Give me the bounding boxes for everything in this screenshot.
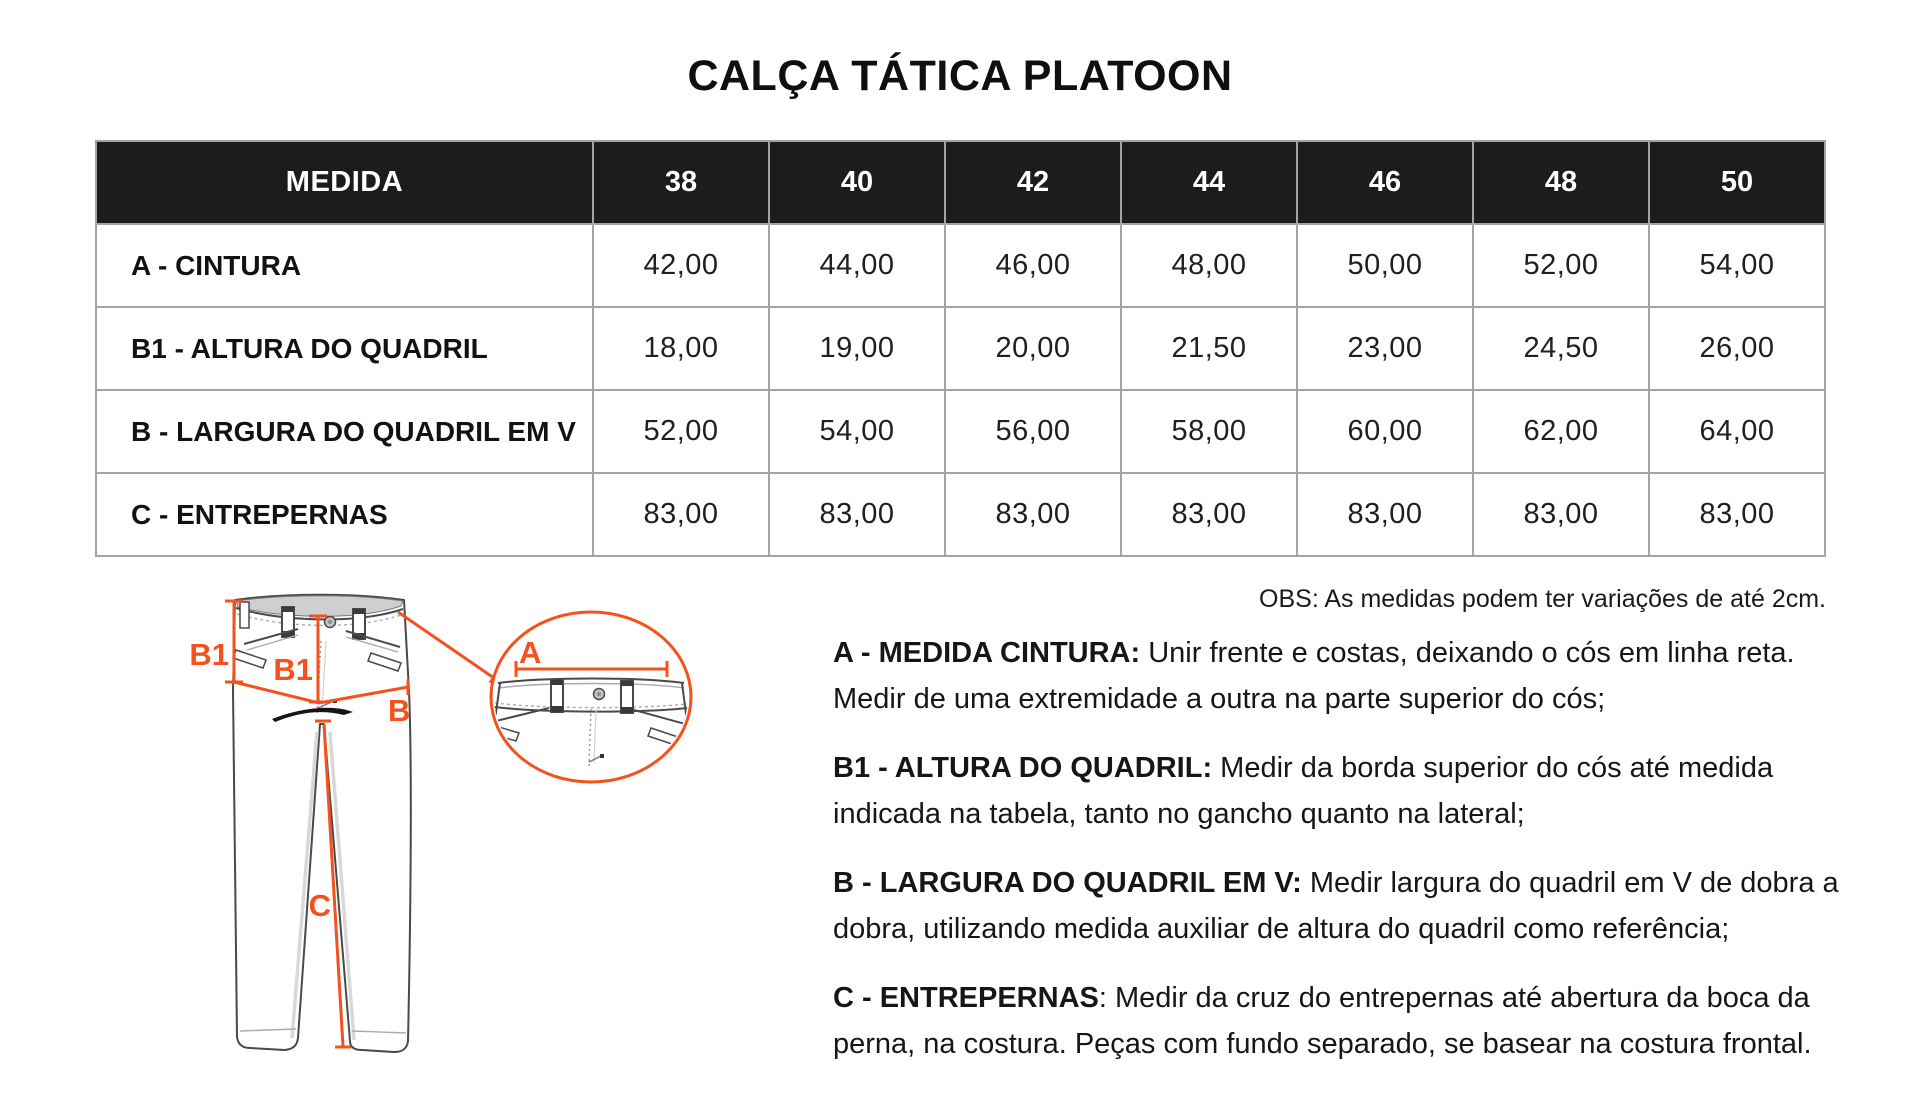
measure-value: 83,00: [1121, 473, 1297, 556]
size-column-header: 44: [1121, 141, 1297, 224]
page-title: CALÇA TÁTICA PLATOON: [687, 52, 1233, 100]
measure-value: 83,00: [1473, 473, 1649, 556]
measure-label: A - CINTURA: [96, 224, 593, 307]
label-b1-center: B1: [273, 652, 313, 687]
measure-value: 56,00: [945, 390, 1121, 473]
measure-value: 52,00: [1473, 224, 1649, 307]
measure-value: 21,50: [1121, 307, 1297, 390]
measure-value: 44,00: [769, 224, 945, 307]
size-column-header: 46: [1297, 141, 1473, 224]
measure-value: 42,00: [593, 224, 769, 307]
size-table: [95, 140, 1826, 557]
label-c: C: [308, 888, 331, 923]
instruction-paragraph: A - MEDIDA CINTURA: Unir frente e costas, deixando o cós em linha reta. Medir de uma extremidade a outra na parte superior do cós;: [833, 637, 1795, 715]
measure-value: 24,50: [1473, 307, 1649, 390]
table-row: [96, 307, 1825, 390]
measure-value: 60,00: [1297, 390, 1473, 473]
measure-value: 50,00: [1297, 224, 1473, 307]
measure-value: 48,00: [1121, 224, 1297, 307]
measure-value: 64,00: [1649, 390, 1825, 473]
pants-sketch: [233, 595, 411, 1052]
measure-value: 83,00: [593, 473, 769, 556]
label-b1-left: B1: [189, 637, 229, 672]
table-row: [96, 224, 1825, 307]
size-table-header-row: [96, 141, 1825, 224]
measure-value: 52,00: [593, 390, 769, 473]
measure-label: B - LARGURA DO QUADRIL EM V: [96, 390, 593, 473]
measure-column-header: MEDIDA: [96, 141, 593, 224]
measure-value: 83,00: [1649, 473, 1825, 556]
size-column-header: 40: [769, 141, 945, 224]
measure-value: 83,00: [945, 473, 1121, 556]
tolerance-note: OBS: As medidas podem ter variações de até 2cm.: [1259, 585, 1826, 613]
waistband-magnifier: [486, 612, 691, 782]
table-row: [96, 390, 1825, 473]
pants-measurement-diagram: [150, 590, 725, 1100]
instruction-paragraph: B - LARGURA DO QUADRIL EM V: Medir largura do quadril em V de dobra a dobra, utilizando medida auxiliar de altura do quadril como referência;: [833, 867, 1839, 945]
measure-value: 23,00: [1297, 307, 1473, 390]
measure-label: C - ENTREPERNAS: [96, 473, 593, 556]
label-b: B: [388, 693, 411, 728]
measure-value: 20,00: [945, 307, 1121, 390]
instruction-paragraph: B1 - ALTURA DO QUADRIL: Medir da borda superior do cós até medida indicada na tabela, tanto no gancho quanto na lateral;: [833, 752, 1774, 830]
table-row: [96, 473, 1825, 556]
measure-value: 26,00: [1649, 307, 1825, 390]
label-a: A: [519, 635, 542, 670]
size-column-header: 48: [1473, 141, 1649, 224]
measure-value: 18,00: [593, 307, 769, 390]
instruction-paragraph: C - ENTREPERNAS: Medir da cruz do entrepernas até abertura da boca da perna, na costura. Peças com fundo separado, se basear na costura frontal.: [833, 982, 1812, 1060]
measure-label: B1 - ALTURA DO QUADRIL: [96, 307, 593, 390]
measure-value: 58,00: [1121, 390, 1297, 473]
measure-value: 62,00: [1473, 390, 1649, 473]
magnifier-arrow: [398, 612, 494, 678]
belt-loop: [240, 602, 249, 628]
measure-value: 54,00: [1649, 224, 1825, 307]
measure-value: 46,00: [945, 224, 1121, 307]
measure-value: 83,00: [769, 473, 945, 556]
measure-value: 83,00: [1297, 473, 1473, 556]
size-table-body: [96, 224, 1825, 556]
size-column-header: 42: [945, 141, 1121, 224]
measure-value: 54,00: [769, 390, 945, 473]
measure-value: 19,00: [769, 307, 945, 390]
size-column-header: 50: [1649, 141, 1825, 224]
size-column-header: 38: [593, 141, 769, 224]
instructions: [833, 630, 1920, 1090]
